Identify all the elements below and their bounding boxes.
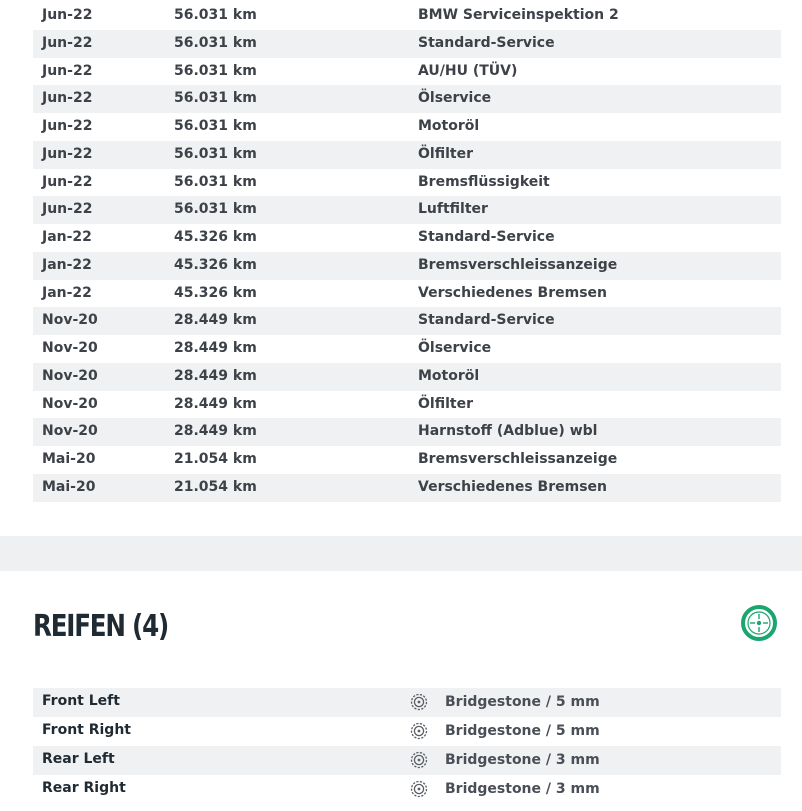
tires-section	[0, 571, 802, 811]
service-mileage: 28.449 km	[174, 423, 257, 440]
table-row	[33, 141, 781, 169]
service-date: Jun-22	[42, 118, 93, 134]
service-date: Jun-22	[42, 145, 93, 162]
table-row	[33, 169, 781, 197]
table-row	[33, 196, 781, 224]
table-row	[33, 85, 781, 113]
table-row	[33, 717, 781, 746]
table-row	[33, 335, 781, 363]
table-row	[33, 688, 781, 717]
service-date: Jan-22	[42, 284, 92, 301]
table-row	[33, 474, 781, 502]
service-description: Verschiedenes Bremsen	[418, 478, 607, 495]
section-divider	[0, 536, 802, 571]
table-row	[33, 30, 781, 58]
service-date: Nov-20	[42, 312, 98, 329]
service-description: Verschiedenes Bremsen	[418, 284, 607, 301]
service-date: Jan-22	[42, 229, 92, 245]
service-mileage: 56.031 km	[174, 118, 257, 134]
table-row	[33, 252, 781, 280]
tire-spec: Bridgestone / 5 mm	[445, 694, 600, 710]
service-mileage: 45.326 km	[174, 284, 257, 301]
table-row	[33, 2, 781, 30]
service-date: Jun-22	[42, 90, 93, 107]
table-row	[33, 775, 781, 804]
service-mileage: 56.031 km	[174, 201, 257, 218]
service-description: Luftfilter	[418, 201, 488, 218]
service-mileage: 56.031 km	[174, 62, 257, 79]
table-row	[33, 363, 781, 391]
service-date: Jun-22	[42, 7, 93, 23]
service-mileage: 56.031 km	[174, 173, 257, 190]
service-description: BMW Serviceinspektion 2	[418, 7, 619, 23]
tire-position: Front Right	[42, 722, 131, 738]
service-description: Harnstoff (Adblue) wbl	[418, 423, 598, 440]
service-description: AU/HU (TÜV)	[418, 62, 518, 79]
tire-gear-icon	[409, 779, 429, 799]
service-mileage: 28.449 km	[174, 395, 257, 412]
table-row	[33, 224, 781, 252]
service-mileage: 56.031 km	[174, 145, 257, 162]
service-description: Standard-Service	[418, 229, 555, 245]
table-row	[33, 58, 781, 86]
service-date: Nov-20	[42, 423, 98, 440]
service-description: Ölfilter	[418, 145, 473, 162]
service-mileage: 45.326 km	[174, 256, 257, 273]
tire-table	[33, 688, 781, 804]
service-date: Jun-22	[42, 173, 93, 190]
table-row	[33, 418, 781, 446]
service-mileage: 21.054 km	[174, 478, 257, 495]
service-date: Jun-22	[42, 62, 93, 79]
table-row	[33, 446, 781, 474]
table-row	[33, 113, 781, 141]
service-mileage: 56.031 km	[174, 90, 257, 107]
service-date: Jun-22	[42, 201, 93, 218]
service-description: Motoröl	[418, 118, 480, 134]
service-history-table	[33, 2, 781, 502]
tire-gear-icon	[409, 692, 429, 712]
tire-icon	[741, 605, 777, 641]
service-date: Mai-20	[42, 478, 96, 495]
service-mileage: 56.031 km	[174, 34, 257, 51]
service-date: Nov-20	[42, 340, 98, 356]
table-row	[33, 746, 781, 775]
service-date: Nov-20	[42, 395, 98, 412]
service-description: Motoröl	[418, 367, 480, 384]
service-date: Mai-20	[42, 451, 96, 467]
table-row	[33, 280, 781, 308]
service-mileage: 28.449 km	[174, 312, 257, 329]
tire-position: Rear Left	[42, 751, 115, 767]
tire-gear-icon	[409, 750, 429, 770]
service-description: Bremsflüssigkeit	[418, 173, 550, 190]
service-description: Ölservice	[418, 90, 492, 107]
service-date: Nov-20	[42, 367, 98, 384]
tire-spec: Bridgestone / 3 mm	[445, 752, 600, 768]
service-mileage: 45.326 km	[174, 229, 257, 245]
tire-spec: Bridgestone / 3 mm	[445, 781, 600, 797]
tires-section-title: REIFEN (4)	[33, 609, 168, 644]
service-date: Jan-22	[42, 256, 92, 273]
service-description: Standard-Service	[418, 312, 555, 329]
tire-position: Rear Right	[42, 780, 126, 796]
service-description: Bremsverschleissanzeige	[418, 451, 618, 467]
table-row	[33, 391, 781, 419]
service-description: Bremsverschleissanzeige	[418, 256, 618, 273]
service-description: Ölfilter	[418, 395, 473, 412]
service-date: Jun-22	[42, 34, 93, 51]
service-description: Standard-Service	[418, 34, 555, 51]
service-description: Ölservice	[418, 340, 492, 356]
tire-gear-icon	[409, 721, 429, 741]
service-mileage: 28.449 km	[174, 340, 257, 356]
service-mileage: 21.054 km	[174, 451, 257, 467]
tire-position: Front Left	[42, 693, 120, 709]
service-mileage: 28.449 km	[174, 367, 257, 384]
service-mileage: 56.031 km	[174, 7, 257, 23]
table-row	[33, 307, 781, 335]
tire-spec: Bridgestone / 5 mm	[445, 723, 600, 739]
